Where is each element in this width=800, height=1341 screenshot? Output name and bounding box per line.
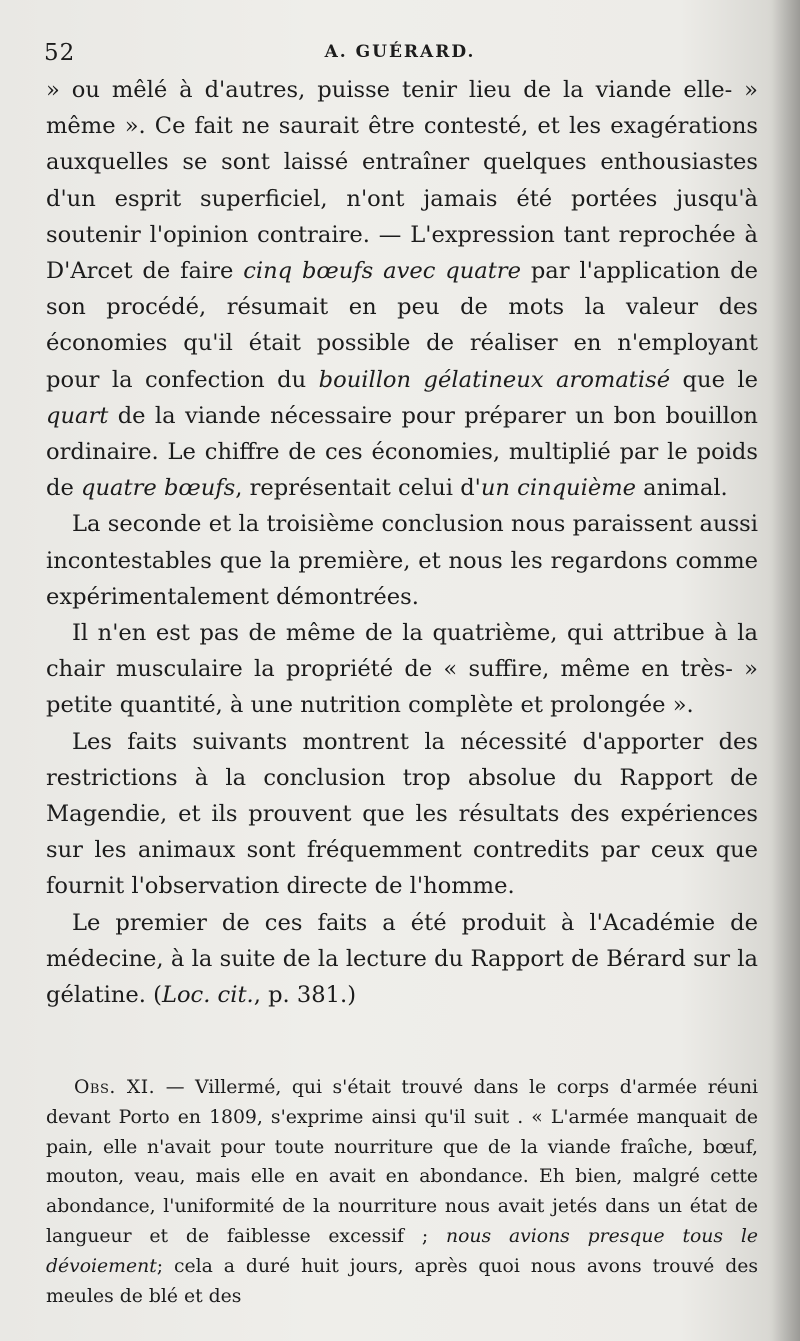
text-run: ; cela a duré huit jours, après quoi nous avons trouvé des meules de blé et des	[46, 1255, 758, 1307]
text-run: , représentait celui d'	[235, 475, 481, 502]
text-run: que le	[670, 366, 758, 393]
text-run: Le premier de ces faits a été produit à l'Académie de médecine, à la suite de la lecture du Rapport de Bérard sur la gélatine. (	[46, 909, 758, 1009]
page-number: 52	[44, 40, 76, 66]
text-run: , p. 381.)	[253, 982, 357, 1009]
main-text	[46, 72, 758, 1013]
text-run: Il n'en est pas de même de la quatrième, qui attribue à la chair musculaire la propriété de « suffire, même en très- » petite quantité, à une nutrition complète et prolongée ».	[46, 620, 758, 719]
italic-text: cinq bœufs avec quatre	[243, 258, 521, 285]
observation-label: Obs. XI.	[74, 1077, 156, 1098]
italic-text: Loc. cit.	[161, 982, 254, 1009]
italic-text: quatre bœufs	[81, 475, 236, 502]
text-run: » ou mêlé à d'autres, puisse tenir lieu de la viande elle- » même ». Ce fait ne saurait être contesté, et les exagérations auxquelles se sont laissé entraîner quelques enthousiastes d'un esprit superficiel, n'ont jamais été portées jusqu'à soutenir l'opinion contraire. — L'expression tant reprochée à D'Arcet de faire	[46, 77, 758, 285]
text-run: Les faits suivants montrent la nécessité d'apporter des restrictions à la conclusion trop absolue du Rapport de Magendie, et ils prouvent que les résultats des expériences sur les animaux sont fréquemment contredits par ceux que fournit l'observation directe de l'homme.	[46, 728, 758, 900]
observation-note	[46, 1073, 758, 1311]
text-run: animal.	[636, 475, 728, 502]
paragraph-p2	[46, 506, 758, 615]
text-run: — Villermé, qui s'était trouvé dans le corps d'armée réuni devant Porto en 1809, s'exprime ainsi qu'il suit . « L'armée manquait de pain, elle n'avait pour toute nourriture que de la viande fraîche, bœuf, mouton, veau, mais elle en avait en abondance. Eh bien, malgré cette abondance, l'uniformité de la nourriture nous avait jetés dans un état de langueur et de faiblesse excessif ;	[46, 1077, 758, 1247]
italic-text: nous avions presque tous le dévoiement	[46, 1225, 758, 1277]
paragraph-p3	[46, 615, 758, 724]
observation-paragraph	[46, 1073, 758, 1311]
italic-text: bouillon gélatineux aromatisé	[318, 366, 671, 393]
text-run: de la viande nécessaire pour préparer un bon bouillon ordinaire. Le chiffre de ces économies, multiplié par le poids de	[46, 402, 758, 502]
paragraph-p1	[46, 72, 758, 506]
text-run: par l'application de son procédé, résumait en peu de mots la valeur des économies qu'il était possible de réaliser en n'employant pour la confection du	[46, 258, 758, 393]
italic-text: quart	[46, 402, 109, 429]
running-head: A. GUÉRARD.	[324, 42, 476, 62]
page-gutter-shadow	[772, 0, 800, 1341]
paragraph-p4	[46, 724, 758, 905]
text-run: La seconde et la troisième conclusion nous paraissent aussi incontestables que la première, et nous les regardons comme expérimentalement démontrées.	[46, 511, 758, 610]
page-header	[44, 38, 756, 72]
paragraph-p5	[46, 905, 758, 1014]
italic-text: un cinquième	[480, 475, 636, 502]
